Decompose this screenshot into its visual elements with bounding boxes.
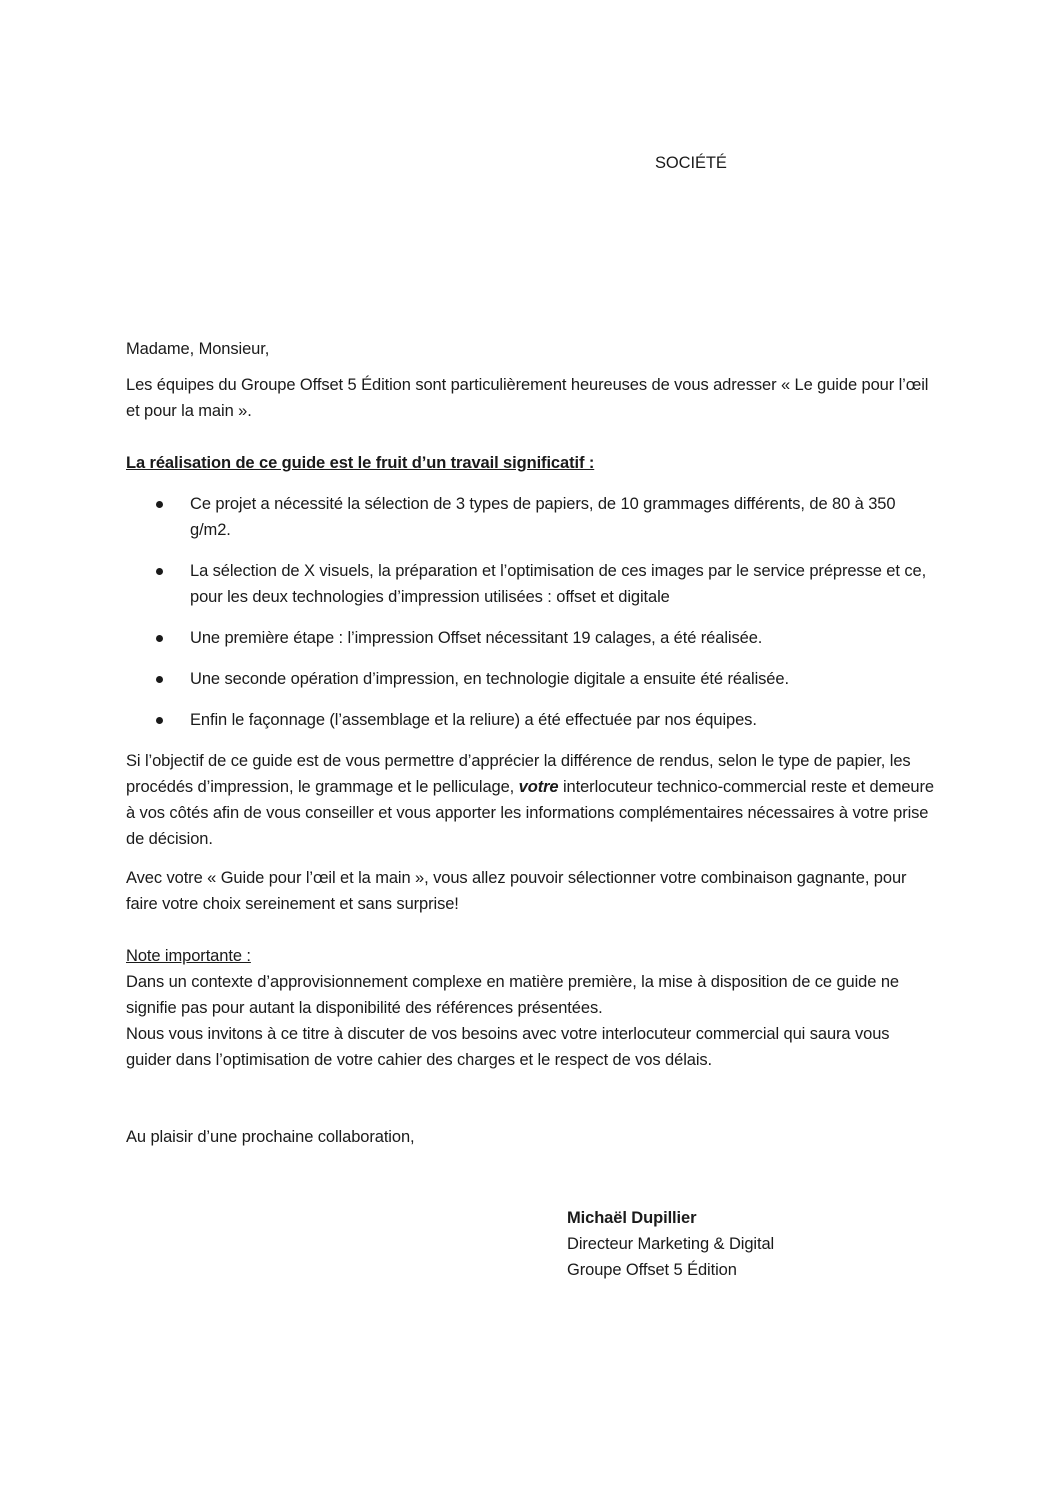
bullet-icon xyxy=(156,635,163,642)
list-item-text: Une première étape : l’impression Offset nécessitant 19 calages, a été réalisée. xyxy=(190,629,763,647)
objective-emphasis: votre xyxy=(518,778,559,796)
note-title: Note importante : xyxy=(126,947,251,965)
note-text-1: Dans un contexte d’approvisionnement complexe en matière première, la mise à disposition de ce guide ne signifie pas pour autant la disponibilité des références présentées. xyxy=(126,973,899,1017)
list-item-text: Une seconde opération d’impression, en technologie digitale a ensuite été réalisée. xyxy=(190,670,789,688)
salutation: Madame, Monsieur, xyxy=(126,340,270,358)
bullet-list xyxy=(126,491,936,748)
list-item xyxy=(126,707,936,733)
company-name: SOCIÉTÉ xyxy=(655,154,727,172)
bullet-icon xyxy=(156,676,163,683)
list-item-text: La sélection de X visuels, la préparation et l’optimisation de ces images par le service prépresse et ce, pour les deux technologies d’impression utilisées : offset et digitale xyxy=(190,562,927,606)
list-item-text: Enfin le façonnage (l’assemblage et la reliure) a été effectuée par nos équipes. xyxy=(190,711,757,729)
list-item xyxy=(126,558,936,610)
bullet-icon xyxy=(156,501,163,508)
signatory-company: Groupe Offset 5 Édition xyxy=(567,1261,737,1279)
note-text-2: Nous vous invitons à ce titre à discuter de vos besoins avec votre interlocuteur commercial qui saura vous guider dans l’optimisation de votre cahier des charges et le respect de vos délais. xyxy=(126,1025,890,1069)
bullet-icon xyxy=(156,568,163,575)
list-item xyxy=(126,491,936,543)
signature-block xyxy=(567,1205,774,1283)
list-item xyxy=(126,625,936,651)
signatory-name: Michaël Dupillier xyxy=(567,1209,697,1227)
objective-paragraph xyxy=(126,748,936,852)
important-note xyxy=(126,943,936,1073)
closing-line: Au plaisir d’une prochaine collaboration, xyxy=(126,1128,415,1146)
objective-text-start: Si l’objectif de ce guide est de vous permettre d’apprécier la différence de rendus, selon le type de papier, les procédés d’impression, le grammage et le pelliculage, xyxy=(126,752,911,796)
guide-paragraph: Avec votre « Guide pour l’œil et la main », vous allez pouvoir sélectionner votre combinaison gagnante, pour faire votre choix sereinement et sans surprise! xyxy=(126,869,907,913)
section-heading: La réalisation de ce guide est le fruit d’un travail significatif : xyxy=(126,454,595,472)
intro-paragraph: Les équipes du Groupe Offset 5 Édition sont particulièrement heureuses de vous adresser « Le guide pour l’œil et pour la main ». xyxy=(126,376,929,420)
bullet-icon xyxy=(156,717,163,724)
objective-text-end: interlocuteur technico-commercial reste et demeure à vos côtés afin de vous conseiller et vous apporter les informations complémentaires nécessaires à votre prise de décision. xyxy=(126,778,934,848)
list-item-text: Ce projet a nécessité la sélection de 3 types de papiers, de 10 grammages différents, de 80 à 350 g/m2. xyxy=(190,495,896,539)
list-item xyxy=(126,666,936,692)
signatory-title: Directeur Marketing & Digital xyxy=(567,1235,775,1253)
